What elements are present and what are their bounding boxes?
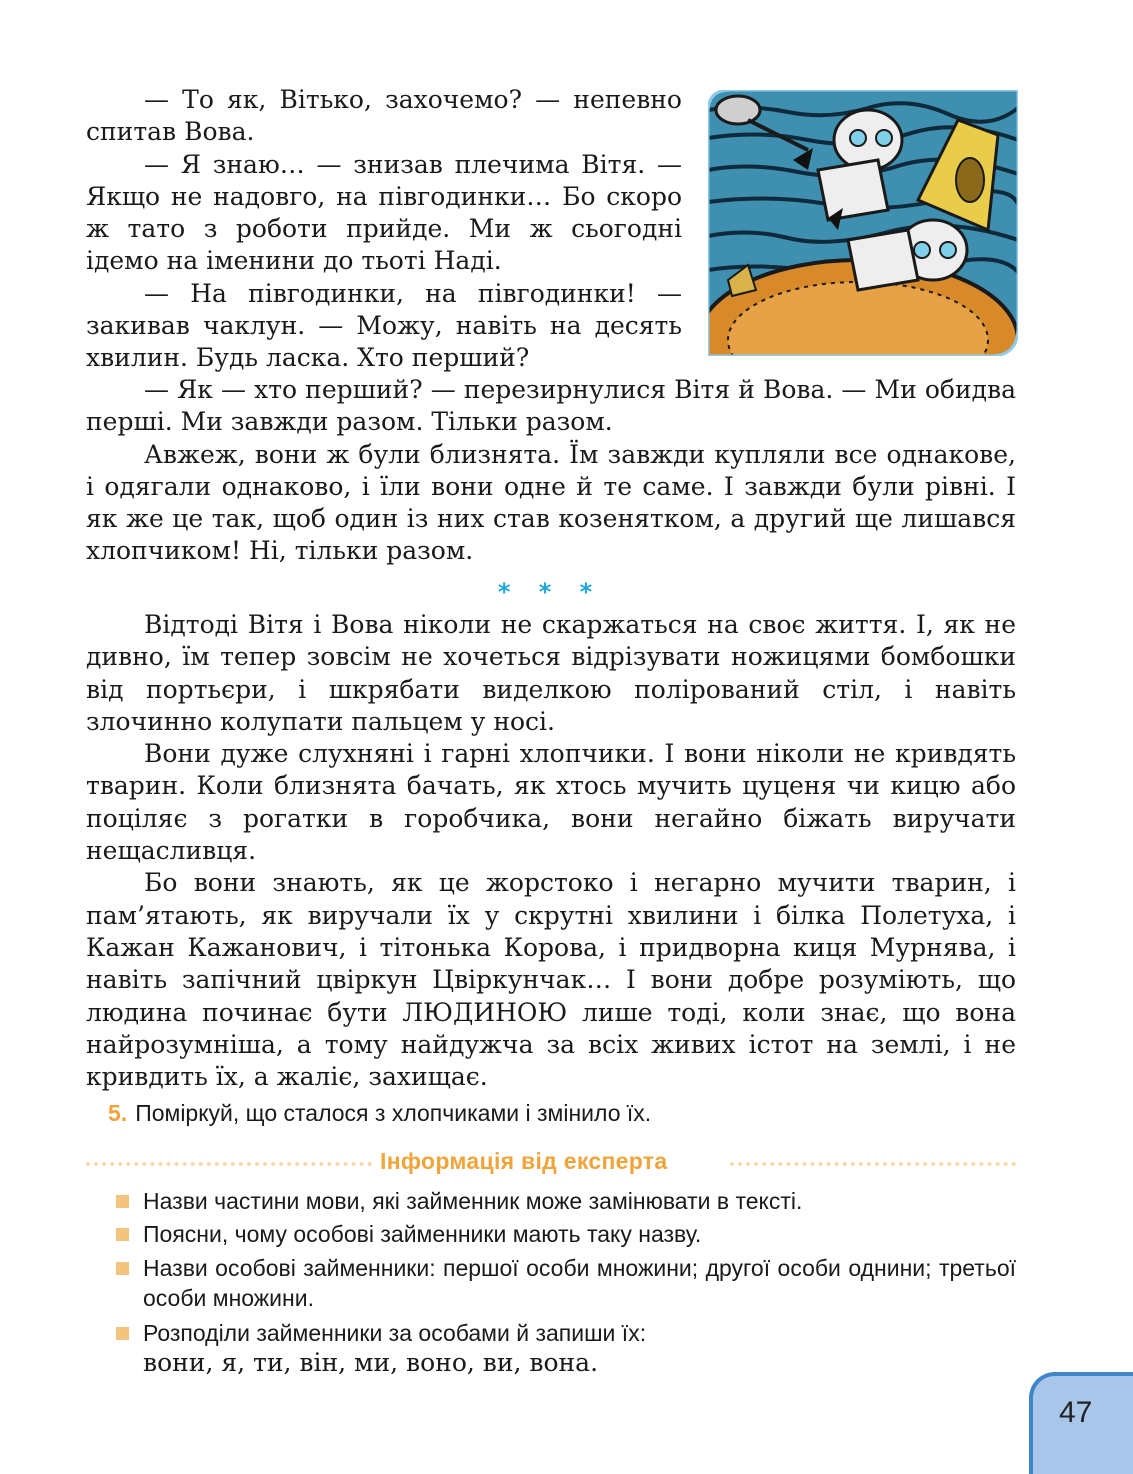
expert-item: Назви частини мови, які займенник може замінювати в тексті. xyxy=(116,1186,1016,1216)
story-paragraph: — То як, Вітько, захочемо? — непевно спитав Вова. xyxy=(86,85,682,147)
expert-info-title: Інформація від експерта xyxy=(380,1148,668,1174)
bullet-square-icon xyxy=(116,1262,129,1275)
expert-info-header xyxy=(86,1148,1016,1178)
section-separator: * * * xyxy=(497,578,603,606)
story-paragraph: Вони дуже слухняні і гарні хлопчики. І вони ніколи не кривдять тварин. Коли близнята бачать, як хтось мучить цуценя чи кицю або поціляє з рогатки в горобчика, вони негайно біжать виручати нещасливця. xyxy=(86,739,1016,866)
story-bottom-text xyxy=(86,609,1016,1093)
task-number: 5. xyxy=(108,1100,128,1126)
story-wide-text xyxy=(86,374,1016,568)
dotted-divider xyxy=(86,1162,372,1166)
story-paragraph: — Як — хто перший? — перезирнулися Вітя й Вова. — Ми обидва перші. Ми завжди разом. Тільки разом. xyxy=(86,375,1016,437)
story-paragraph: Авжеж, вони ж були близнята. Їм завжди купляли все однакове, і одягали однаково, і їли вони одне й те саме. І завжди були рівні. І як же це так, щоб один із них став козенятком, а другий ще лишався хлопчиком! Ні, тільки разом. xyxy=(86,439,1016,566)
story-paragraph: Відтоді Вітя і Вова ніколи не скаржаться на своє життя. І, як не дивно, їм тепер зовсім не хочеться відрізувати ножицями бомбошки від портьєри, і шкрябати виделкою полірований стіл, і навіть злочинно колупати пальцем у носі. xyxy=(86,610,1016,736)
pronoun-list: вони, я, ти, він, ми, воно, ви, вона. xyxy=(143,1348,599,1377)
story-paragraph: — На півгодинки, на півгодинки! — закивав чаклун. — Можу, навіть на десять хвилин. Будь ласка. Хто перший? xyxy=(86,278,682,373)
goat-kids-illustration xyxy=(708,90,1018,356)
page-number-tab xyxy=(1029,1372,1133,1474)
task-text: Поміркуй, що сталося з хлопчиками і змінило їх. xyxy=(135,1100,652,1126)
expert-item: Назви особові займенники: першої особи множини; другої особи однини; третьої особи множини. xyxy=(116,1253,1016,1313)
story-paragraph: Бо вони знають, як це жорстоко і негарно мучити тварин, і пам’ятають, як виручали їх у скрутні хвилини і білка Полетуха, і Кажан Кажанович, і тітонька Корова, і придворна киця Мурнява, і навіть запічний цвіркун Цвіркунчак… І вони добре розуміють, що людина починає бути ЛЮДИНОЮ лише тоді, коли знає, що вона найрозумніша, а тому найдужча за всіх живих істот на землі, і не кривдить їх, а жаліє, захищає. xyxy=(86,868,1016,1092)
story-paragraph: — Я знаю… — знизав плечима Вітя. — Якщо не надовго, на півгодинки… Бо скоро ж тато з роботи прийде. Ми ж сьогодні ідемо на іменини до тьоті Наді. xyxy=(86,149,682,276)
expert-item: Поясни, чому особові займенники мають таку назву. xyxy=(116,1219,1016,1249)
dotted-divider xyxy=(730,1162,1016,1166)
story-top-column xyxy=(86,84,682,375)
bullet-square-icon xyxy=(116,1228,129,1241)
expert-item: Розподіли займенники за особами й запиши їх: xyxy=(116,1318,1016,1348)
bullet-square-icon xyxy=(116,1195,129,1208)
task-5 xyxy=(108,1100,651,1127)
bullet-square-icon xyxy=(116,1327,129,1340)
page-number: 47 xyxy=(1059,1396,1093,1429)
